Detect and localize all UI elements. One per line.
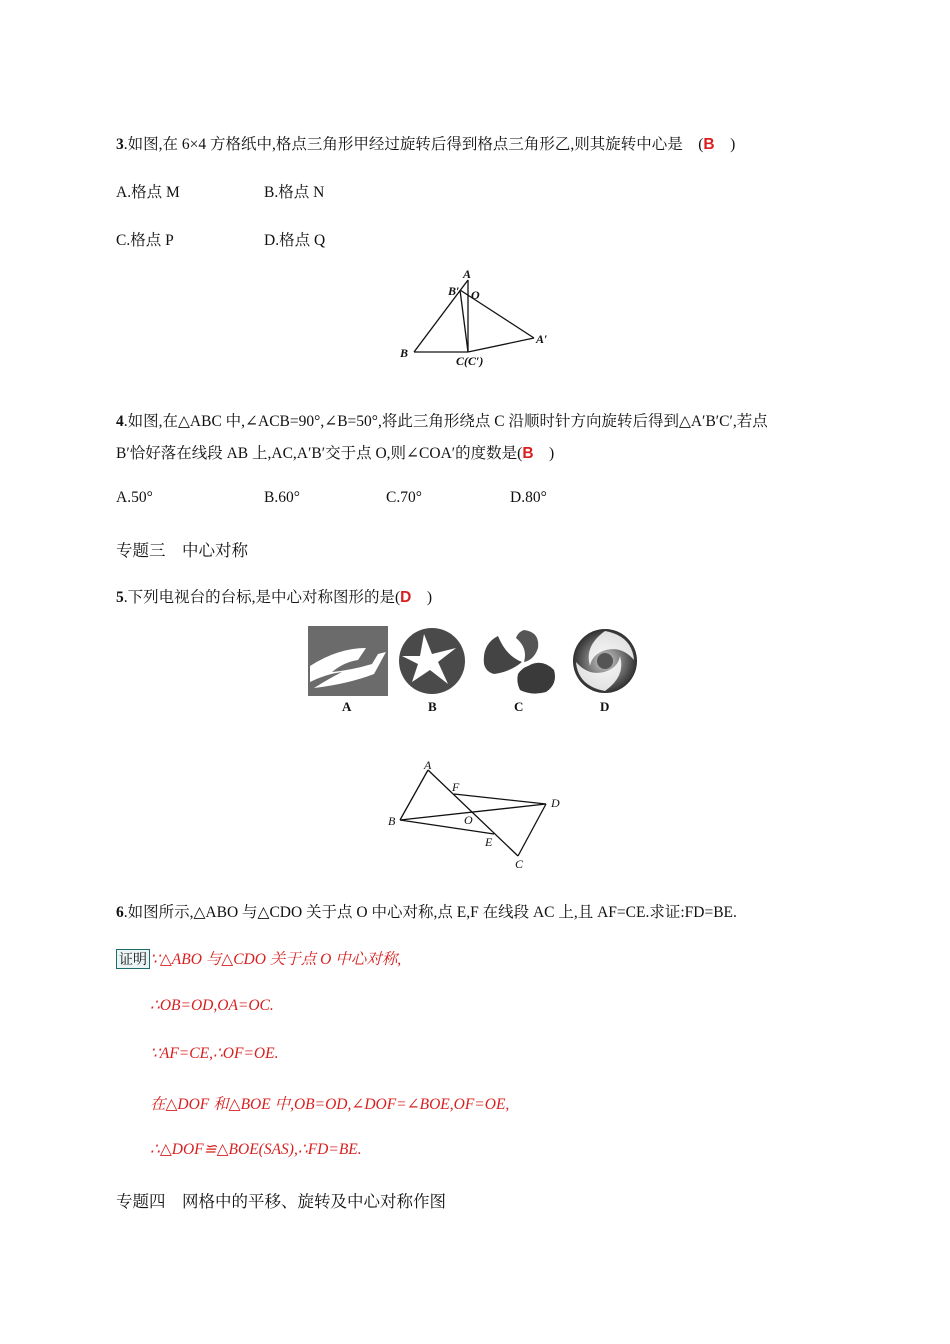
- option-a: A.50°: [116, 489, 153, 506]
- question-4-line-2: [116, 441, 554, 463]
- question-text: .如图,在 6×4 方格纸中,格点三角形甲经过旋转后得到格点三角形乙,则其旋转中心是 (: [123, 136, 704, 153]
- question-number: 5: [116, 589, 124, 606]
- section-heading: 专题四 网格中的平移、旋转及中心对称作图: [116, 1193, 446, 1211]
- proof-line-2: ∴OB=OD,OA=OC.: [150, 997, 274, 1014]
- label-a: A: [463, 267, 472, 281]
- label-b: B: [400, 346, 409, 360]
- question-text: .如图,在△ABC 中,∠ACB=90°,∠B=50°,将此三角形绕点 C 沿顺时针方向旋转后得到△A′B′C′,若点: [123, 413, 768, 430]
- segment-fd: [454, 794, 546, 804]
- option-d: D.格点 Q: [264, 232, 326, 249]
- answer: D: [400, 589, 412, 606]
- question-number: 3: [116, 136, 124, 153]
- label-o: O: [471, 288, 480, 302]
- option-d: D.80°: [510, 489, 547, 506]
- proof-line-4: 在△DOF 和△BOE 中,OB=OD,∠DOF=∠BOE,OF=OE,: [150, 1096, 510, 1113]
- segment-ab: [400, 770, 428, 820]
- segment-bd: [400, 804, 546, 820]
- segment-dc: [518, 804, 546, 856]
- proof-line-3: ∵AF=CE,∴OF=OE.: [150, 1045, 279, 1062]
- proof-badge: 证明: [116, 949, 150, 969]
- question-5: [116, 585, 432, 607]
- option-b: B.格点 N: [264, 184, 325, 201]
- label-c: C: [515, 857, 524, 870]
- label-f: F: [452, 780, 460, 794]
- proof-line-1: [116, 947, 401, 969]
- option-b: B.60°: [264, 489, 300, 506]
- answer: B: [703, 136, 715, 153]
- question-4-line-1: [116, 409, 768, 431]
- label-a: A: [424, 758, 432, 772]
- label-bprime: B′: [448, 284, 460, 298]
- option-c: C.70°: [386, 489, 422, 506]
- question-text: B′恰好落在线段 AB 上,AC,A′B′交于点 O,则∠COA′的度数是(: [116, 445, 523, 462]
- logo-label-b: B: [428, 699, 437, 714]
- tv-logo-a: [308, 626, 388, 698]
- question-text: .下列电视台的台标,是中心对称图形的是(: [123, 589, 401, 606]
- label-o: O: [464, 813, 473, 827]
- paren-close: ): [426, 589, 433, 606]
- label-c: C(C′): [456, 354, 484, 368]
- tv-logo-b: [398, 626, 468, 696]
- proof-text: ∵△ABO 与△CDO 关于点 O 中心对称,: [150, 951, 402, 968]
- question-6: [116, 900, 737, 922]
- tv-logo-c: [480, 626, 560, 696]
- logo-label-a: A: [342, 699, 352, 714]
- label-d: D: [551, 796, 560, 810]
- question-number: 6: [116, 904, 124, 921]
- question-3: [116, 132, 735, 154]
- section-heading: 专题三 中心对称: [116, 542, 248, 560]
- tv-logo-d: [570, 626, 640, 696]
- question-number: 4: [116, 413, 124, 430]
- segment-be: [400, 820, 494, 834]
- option-a: A.格点 M: [116, 184, 180, 201]
- segment-c-aprime: [468, 338, 534, 352]
- central-symmetry-figure: [384, 758, 570, 870]
- paren-close: ): [549, 445, 555, 462]
- label-e: E: [485, 835, 493, 849]
- answer: B: [522, 445, 534, 462]
- label-aprime: A′: [536, 332, 548, 346]
- option-c: C.格点 P: [116, 232, 174, 249]
- rotation-triangle-figure: [396, 266, 556, 370]
- paren-close: ): [730, 136, 736, 153]
- logo-label-c: C: [514, 699, 524, 714]
- question-text: .如图所示,△ABO 与△CDO 关于点 O 中心对称,点 E,F 在线段 AC 上,且 AF=CE.求证:FD=BE.: [123, 904, 737, 921]
- logo-label-d: D: [600, 699, 610, 714]
- segment-bprime-c: [460, 290, 468, 352]
- label-b: B: [388, 814, 396, 828]
- segment-ac: [428, 770, 518, 856]
- proof-line-5: ∴△DOF≌△BOE(SAS),∴FD=BE.: [150, 1141, 362, 1158]
